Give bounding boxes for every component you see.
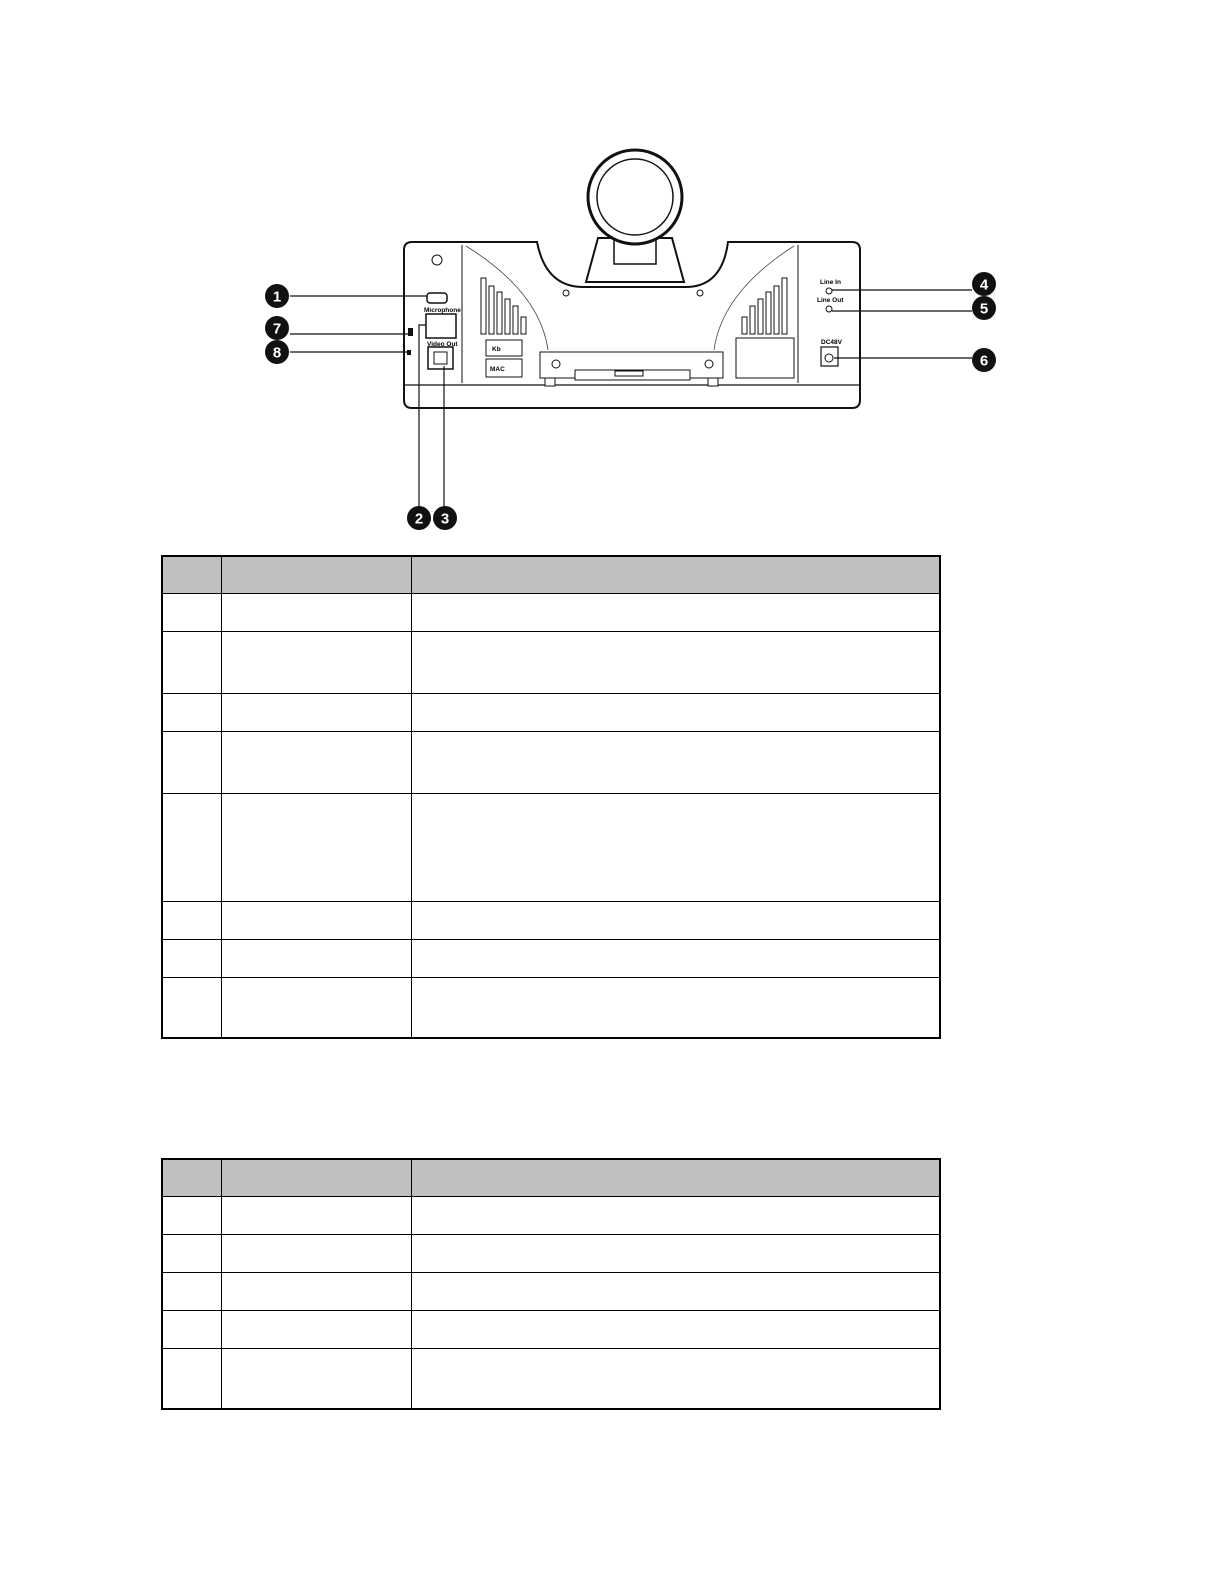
cell-item <box>221 1348 411 1409</box>
table-row <box>162 901 940 939</box>
cell-no <box>162 631 221 693</box>
cell-no <box>162 593 221 631</box>
cell-no <box>162 1348 221 1409</box>
svg-text:5: 5 <box>979 300 989 318</box>
table-header-row <box>162 556 940 593</box>
cell-port <box>221 793 411 901</box>
table-row <box>162 693 940 731</box>
cell-description <box>411 593 940 631</box>
table-header-row <box>162 1159 940 1196</box>
cell-description <box>411 901 940 939</box>
table-row <box>162 631 940 693</box>
cell-description <box>411 793 940 901</box>
svg-text:2: 2 <box>414 510 424 528</box>
ports-table <box>161 555 941 1039</box>
label-mac: MAC <box>490 366 505 373</box>
callout-1 <box>265 284 289 308</box>
cell-port <box>221 731 411 793</box>
cell-no <box>162 793 221 901</box>
header-no <box>162 556 221 593</box>
cell-description <box>411 1348 940 1409</box>
table-row <box>162 1272 940 1310</box>
cell-port <box>221 631 411 693</box>
callout-5 <box>972 296 996 320</box>
cell-port <box>221 593 411 631</box>
port-label-dc: DC48V <box>821 339 842 346</box>
cell-item <box>221 1196 411 1234</box>
cell-no <box>162 731 221 793</box>
callout-3 <box>433 506 457 530</box>
header-description <box>411 1159 940 1196</box>
cell-item <box>221 1310 411 1348</box>
table-row <box>162 1310 940 1348</box>
callout-8 <box>265 340 289 364</box>
port-label-microphone: Microphone <box>424 307 461 314</box>
header-no <box>162 1159 221 1196</box>
table-row <box>162 731 940 793</box>
cell-no <box>162 1310 221 1348</box>
cell-port <box>221 977 411 1038</box>
cell-port <box>221 901 411 939</box>
cell-no <box>162 693 221 731</box>
cell-description <box>411 1196 940 1234</box>
cell-description <box>411 1310 940 1348</box>
table-row <box>162 1196 940 1234</box>
port-label-line-in: Line In <box>820 279 841 286</box>
table-row <box>162 593 940 631</box>
svg-text:7: 7 <box>272 320 282 338</box>
callout-4 <box>972 272 996 296</box>
cell-no <box>162 977 221 1038</box>
cell-description <box>411 939 940 977</box>
callout-6 <box>972 348 996 372</box>
table-row <box>162 1348 940 1409</box>
cell-no <box>162 939 221 977</box>
table-row <box>162 977 940 1038</box>
cell-description <box>411 631 940 693</box>
svg-text:1: 1 <box>272 288 282 306</box>
cell-description <box>411 731 940 793</box>
table-row <box>162 793 940 901</box>
cell-description <box>411 693 940 731</box>
cell-item <box>221 1272 411 1310</box>
svg-text:4: 4 <box>979 276 989 294</box>
header-description <box>411 556 940 593</box>
cell-no <box>162 1234 221 1272</box>
svg-text:8: 8 <box>272 344 282 362</box>
svg-text:6: 6 <box>979 352 989 370</box>
device-rear-diagram <box>0 0 1224 545</box>
port-label-video-out: Video Out <box>427 341 458 348</box>
cell-no <box>162 1196 221 1234</box>
cell-description <box>411 977 940 1038</box>
header-port <box>221 556 411 593</box>
callout-2 <box>407 506 431 530</box>
label-kb: Kb <box>492 346 501 353</box>
callout-7 <box>265 316 289 340</box>
second-table <box>161 1158 941 1410</box>
cell-port <box>221 939 411 977</box>
cell-no <box>162 901 221 939</box>
camera-lens <box>586 150 684 282</box>
cell-description <box>411 1234 940 1272</box>
cell-item <box>221 1234 411 1272</box>
svg-text:3: 3 <box>440 510 450 528</box>
header-item <box>221 1159 411 1196</box>
port-label-line-out: Line Out <box>817 297 844 304</box>
cell-description <box>411 1272 940 1310</box>
cell-port <box>221 693 411 731</box>
table-row <box>162 1234 940 1272</box>
cell-no <box>162 1272 221 1310</box>
table-row <box>162 939 940 977</box>
